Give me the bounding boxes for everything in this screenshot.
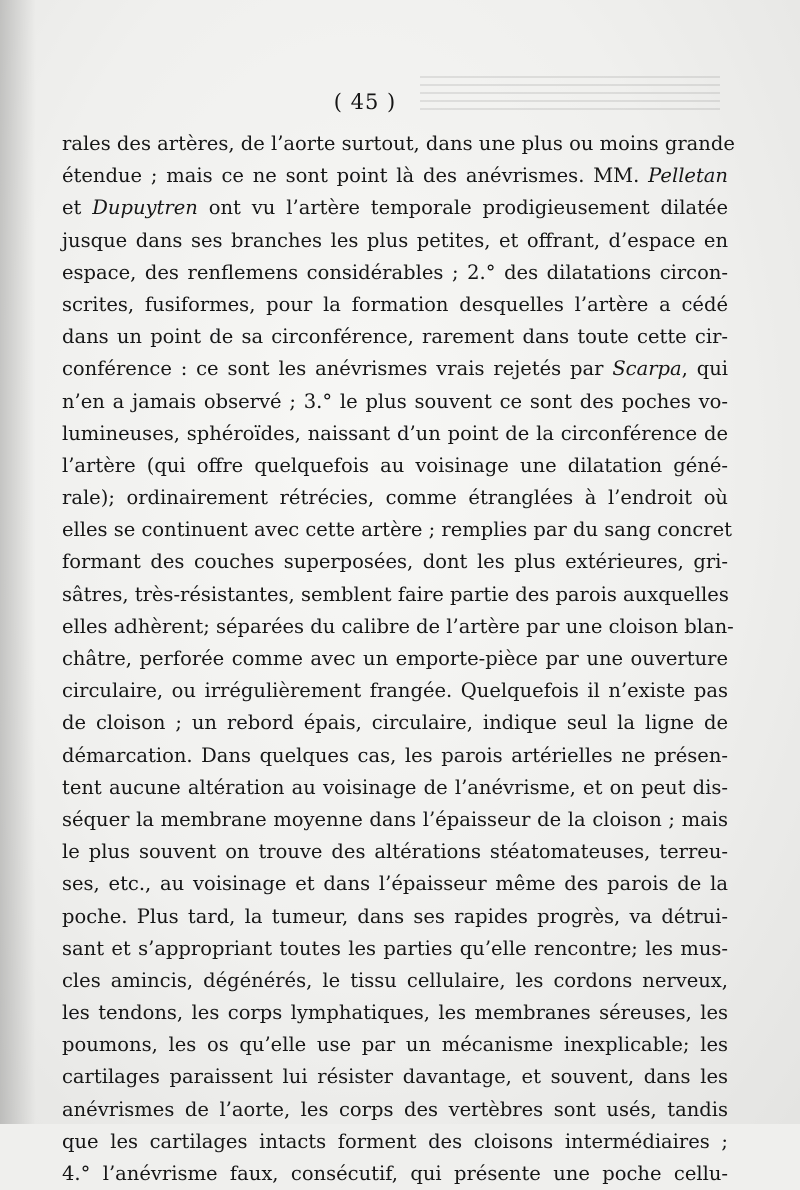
text-line bbox=[62, 675, 728, 707]
text-line bbox=[62, 1029, 728, 1061]
text-line bbox=[62, 321, 728, 353]
text-line bbox=[62, 160, 728, 192]
text-line bbox=[62, 450, 728, 482]
text-line bbox=[62, 514, 733, 546]
text-segment: châtre, perforée comme avec un emporte-pièce par une ouverture bbox=[62, 647, 728, 670]
text-segment: elles adhèrent; séparées du calibre de l’artère par une cloison blan- bbox=[62, 614, 734, 638]
text-line bbox=[62, 740, 728, 772]
text-line bbox=[62, 997, 728, 1029]
text-segment: cles amincis, dégénérés, le tissu cellulaire, les cordons nerveux, bbox=[62, 968, 728, 992]
text-segment: démarcation. Dans quelques cas, les parois artérielles ne présen- bbox=[62, 743, 728, 767]
text-segment: anévrismes de l’aorte, les corps des vertèbres sont usés, tandis bbox=[62, 1097, 728, 1121]
text-line bbox=[62, 546, 728, 578]
text-line bbox=[62, 257, 728, 289]
text-segment: rale); ordinairement rétrécies, comme étranglées à l’endroit où bbox=[62, 486, 728, 510]
binding-shadow bbox=[0, 0, 36, 1124]
text-segment: de cloison ; un rebord épais, circulaire, indique seul la ligne de bbox=[62, 711, 728, 735]
text-segment: jusque dans ses branches les plus petites, et offrant, d’espace en bbox=[62, 228, 728, 252]
text-segment: formant des couches superposées, dont les plus extérieures, gri- bbox=[62, 550, 728, 574]
text-segment: scrites, fusiformes, pour la formation desquelles l’artère a cédé bbox=[62, 292, 728, 316]
page-number: ( 45 ) bbox=[333, 90, 397, 114]
text-line bbox=[62, 482, 728, 514]
text-line bbox=[62, 128, 735, 160]
text-segment: espace, des renflemens considérables ; 2.° des dilatations circon- bbox=[62, 260, 728, 284]
text-segment: et bbox=[62, 196, 93, 220]
text-line bbox=[62, 868, 728, 900]
italic-name: Dupuytren bbox=[92, 196, 198, 220]
text-line bbox=[62, 289, 728, 321]
text-line bbox=[62, 418, 728, 450]
text-line bbox=[62, 836, 728, 868]
text-segment: séquer la membrane moyenne dans l’épaisseur de la cloison ; mais bbox=[62, 807, 728, 831]
text-line bbox=[62, 1061, 728, 1093]
text-segment: le plus souvent on trouve des altérations stéatomateuses, terreu- bbox=[62, 840, 728, 864]
italic-name: Scarpa bbox=[612, 357, 682, 381]
text-segment: elles se continuent avec cette artère ; remplies par du sang concret bbox=[62, 518, 733, 542]
text-line bbox=[62, 386, 728, 418]
text-line bbox=[62, 353, 728, 385]
text-line bbox=[62, 611, 734, 643]
text-line bbox=[62, 933, 728, 965]
text-segment: sant et s’appropriant toutes les parties qu’elle rencontre; les mus- bbox=[62, 936, 728, 960]
text-line bbox=[62, 804, 728, 836]
text-segment: lumineuses, sphéroïdes, naissant d’un point de la circonférence de bbox=[62, 421, 728, 445]
text-segment: ses, etc., au voisinage et dans l’épaisseur même des parois de la bbox=[62, 872, 728, 896]
text-segment: 4.° l’anévrisme faux, consécutif, qui présente une poche cellu- bbox=[62, 1162, 728, 1185]
text-segment: étendue ; mais ce ne sont point là des anévrismes. MM. bbox=[62, 164, 649, 188]
text-line bbox=[62, 772, 728, 804]
text-segment: circulaire, ou irrégulièrement frangée. Quelquefois il n’existe pas bbox=[62, 679, 728, 703]
text-segment: les tendons, les corps lymphatiques, les membranes séreuses, les bbox=[62, 1001, 728, 1025]
text-segment: rales des artères, de l’aorte surtout, dans une plus ou moins grande bbox=[62, 132, 735, 155]
italic-name: Pelletan bbox=[648, 164, 728, 188]
text-line bbox=[62, 1094, 728, 1126]
text-line bbox=[62, 901, 728, 933]
text-segment: , qui bbox=[681, 357, 728, 381]
text-segment: poche. Plus tard, la tumeur, dans ses rapides progrès, va détrui- bbox=[62, 904, 728, 928]
text-line bbox=[62, 579, 728, 611]
text-segment: poumons, les os qu’elle use par un mécanisme inexplicable; les bbox=[62, 1033, 728, 1057]
text-segment: dans un point de sa circonférence, rarement dans toute cette cir- bbox=[62, 325, 728, 349]
text-segment: conférence : ce sont les anévrismes vrais rejetés par bbox=[62, 357, 613, 381]
text-segment: sâtres, très-résistantes, semblent faire partie des parois auxquelles bbox=[62, 582, 729, 606]
text-line bbox=[62, 1158, 728, 1190]
text-line bbox=[62, 1126, 728, 1158]
text-segment: cartilages paraissent lui résister davantage, et souvent, dans les bbox=[62, 1065, 728, 1089]
text-segment: n’en a jamais observé ; 3.° le plus souvent ce sont des poches vo- bbox=[62, 389, 728, 413]
text-segment: tent aucune altération au voisinage de l’anévrisme, et on peut dis- bbox=[62, 775, 728, 799]
text-line bbox=[62, 643, 728, 675]
text-line bbox=[62, 965, 728, 997]
text-segment: l’artère (qui offre quelquefois au voisinage une dilatation géné- bbox=[62, 453, 728, 477]
text-segment: que les cartilages intacts forment des cloisons intermédiaires ; bbox=[62, 1129, 728, 1153]
text-line bbox=[62, 225, 728, 257]
text-line bbox=[62, 192, 728, 224]
text-line bbox=[62, 707, 728, 739]
text-segment: ont vu l’artère temporale prodigieusement dilatée bbox=[197, 196, 728, 220]
body-text bbox=[62, 128, 735, 1190]
